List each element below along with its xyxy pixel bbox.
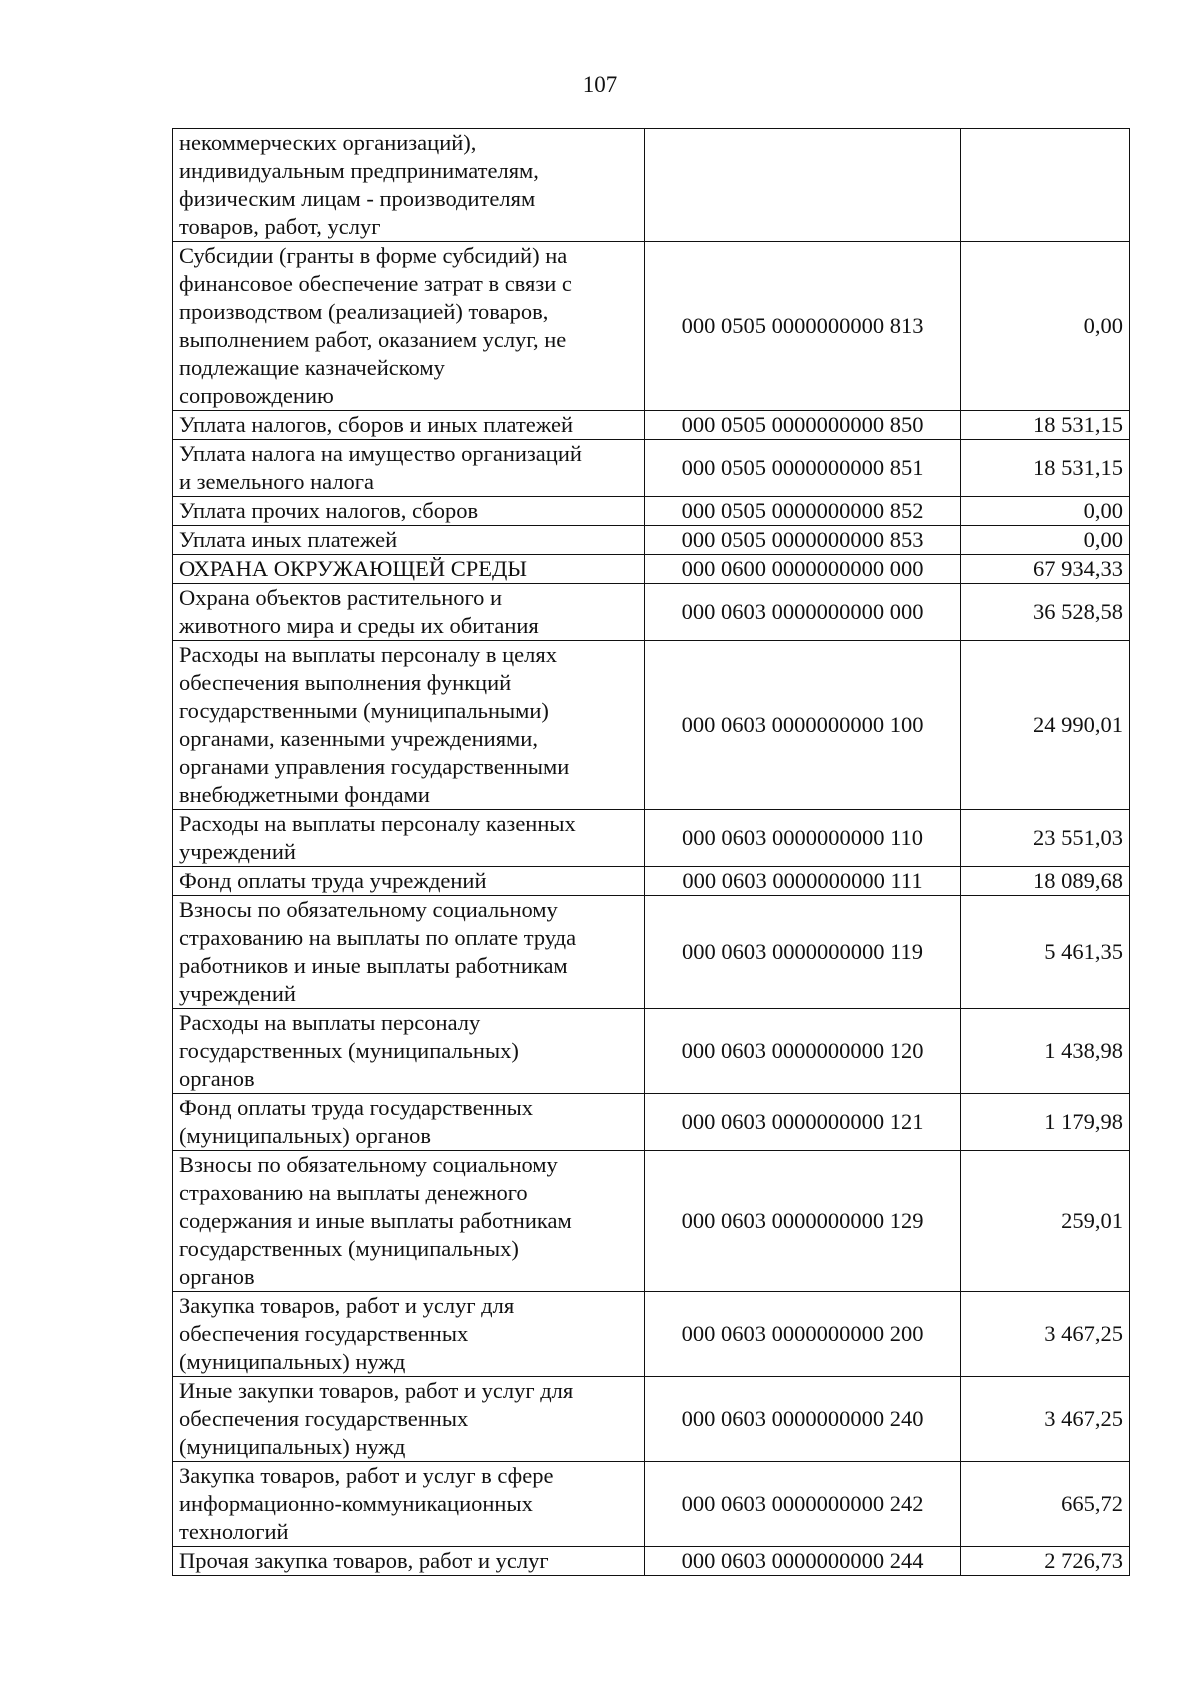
row-amount-cell: 0,00 [961,242,1130,411]
table-row [173,129,1130,242]
row-name-cell: Закупка товаров, работ и услуг в сфере информационно-коммуникационных технологий [173,1462,645,1547]
row-name-cell: Закупка товаров, работ и услуг для обеспечения государственных (муниципальных) нужд [173,1292,645,1377]
row-code-cell: 000 0603 0000000000 200 [645,1292,961,1377]
table-row [173,497,1130,526]
row-name-cell: Уплата налога на имущество организаций и земельного налога [173,440,645,497]
row-amount-cell: 36 528,58 [961,584,1130,641]
row-name-cell: Прочая закупка товаров, работ и услуг [173,1547,645,1576]
row-code-cell: 000 0603 0000000000 100 [645,641,961,810]
row-amount-cell: 2 726,73 [961,1547,1130,1576]
table-row [173,411,1130,440]
row-amount-cell: 23 551,03 [961,810,1130,867]
row-amount-cell: 0,00 [961,497,1130,526]
row-amount-cell: 1 438,98 [961,1009,1130,1094]
row-amount-cell: 0,00 [961,526,1130,555]
row-amount-cell: 3 467,25 [961,1377,1130,1462]
row-code-cell: 000 0603 0000000000 129 [645,1151,961,1292]
row-amount-cell: 3 467,25 [961,1292,1130,1377]
row-name-cell: Уплата налогов, сборов и иных платежей [173,411,645,440]
row-code-cell: 000 0505 0000000000 851 [645,440,961,497]
table-row [173,1009,1130,1094]
row-name-cell: Взносы по обязательному социальному страхованию на выплаты по оплате труда работников и иные выплаты работникам учреждений [173,896,645,1009]
row-name-cell: Иные закупки товаров, работ и услуг для обеспечения государственных (муниципальных) нужд [173,1377,645,1462]
row-amount-cell: 67 934,33 [961,555,1130,584]
row-name-cell: некоммерческих организаций), индивидуальным предпринимателям, физическим лицам - производителям товаров, работ, услуг [173,129,645,242]
row-name-cell: Уплата иных платежей [173,526,645,555]
table-row [173,1462,1130,1547]
row-code-cell: 000 0600 0000000000 000 [645,555,961,584]
row-code-cell: 000 0505 0000000000 813 [645,242,961,411]
row-name-cell: Фонд оплаты труда государственных (муниципальных) органов [173,1094,645,1151]
table-row [173,1151,1130,1292]
table-row [173,242,1130,411]
row-code-cell: 000 0603 0000000000 111 [645,867,961,896]
row-code-cell: 000 0603 0000000000 110 [645,810,961,867]
table-row [173,896,1130,1009]
budget-table [172,128,1130,1576]
row-amount-cell: 24 990,01 [961,641,1130,810]
row-code-cell: 000 0603 0000000000 244 [645,1547,961,1576]
table-row [173,440,1130,497]
row-name-cell: Расходы на выплаты персоналу государственных (муниципальных) органов [173,1009,645,1094]
table-row [173,1292,1130,1377]
row-amount-cell: 18 089,68 [961,867,1130,896]
row-name-cell: Уплата прочих налогов, сборов [173,497,645,526]
budget-table-body [173,129,1130,1576]
row-code-cell: 000 0505 0000000000 852 [645,497,961,526]
row-amount-cell: 18 531,15 [961,440,1130,497]
row-amount-cell: 5 461,35 [961,896,1130,1009]
row-name-cell: ОХРАНА ОКРУЖАЮЩЕЙ СРЕДЫ [173,555,645,584]
row-amount-cell: 18 531,15 [961,411,1130,440]
table-row [173,555,1130,584]
row-name-cell: Расходы на выплаты персоналу казенных учреждений [173,810,645,867]
table-row [173,867,1130,896]
table-row [173,526,1130,555]
table-row [173,641,1130,810]
row-amount-cell: 1 179,98 [961,1094,1130,1151]
table-row [173,1377,1130,1462]
row-amount-cell [961,129,1130,242]
table-row [173,584,1130,641]
row-name-cell: Охрана объектов растительного и животного мира и среды их обитания [173,584,645,641]
row-amount-cell: 665,72 [961,1462,1130,1547]
table-row [173,1547,1130,1576]
row-code-cell: 000 0505 0000000000 850 [645,411,961,440]
row-code-cell: 000 0603 0000000000 240 [645,1377,961,1462]
row-code-cell: 000 0603 0000000000 119 [645,896,961,1009]
row-code-cell: 000 0505 0000000000 853 [645,526,961,555]
row-code-cell: 000 0603 0000000000 121 [645,1094,961,1151]
row-code-cell [645,129,961,242]
page-number: 107 [582,72,618,97]
row-code-cell: 000 0603 0000000000 242 [645,1462,961,1547]
row-name-cell: Фонд оплаты труда учреждений [173,867,645,896]
row-name-cell: Субсидии (гранты в форме субсидий) на финансовое обеспечение затрат в связи с производством (реализацией) товаров, выполнением работ, оказанием услуг, не подлежащие казначейскому сопровождению [173,242,645,411]
row-code-cell: 000 0603 0000000000 000 [645,584,961,641]
row-name-cell: Взносы по обязательному социальному страхованию на выплаты денежного содержания и иные выплаты работникам государственных (муниципальных) органов [173,1151,645,1292]
row-amount-cell: 259,01 [961,1151,1130,1292]
table-row [173,1094,1130,1151]
row-name-cell: Расходы на выплаты персоналу в целях обеспечения выполнения функций государственными (муниципальными) органами, казенными учреждениями, органами управления государственными внебюджетными фондами [173,641,645,810]
row-code-cell: 000 0603 0000000000 120 [645,1009,961,1094]
table-row [173,810,1130,867]
